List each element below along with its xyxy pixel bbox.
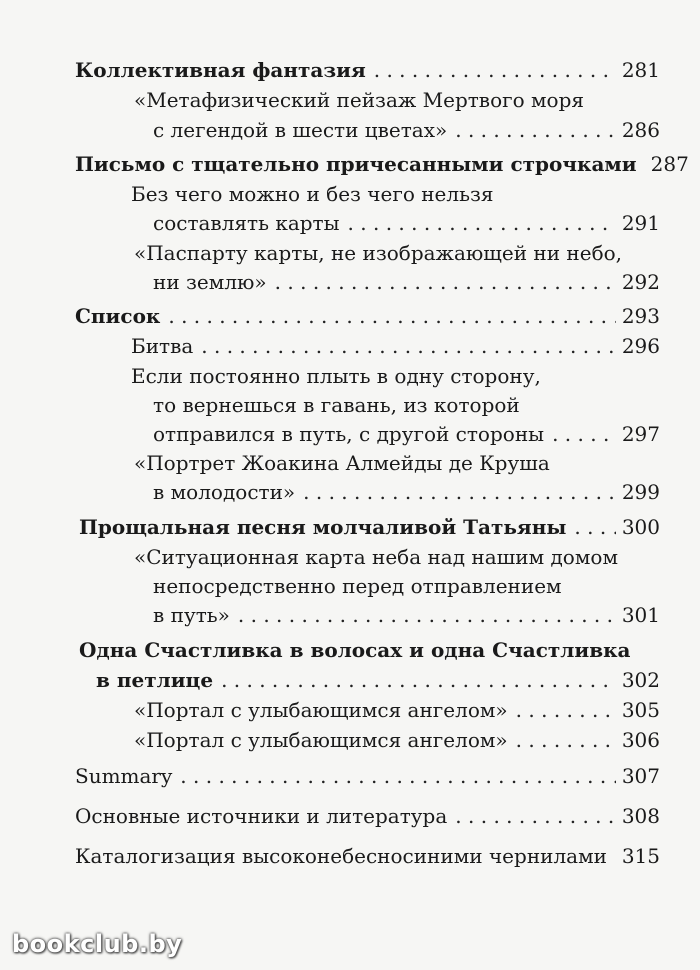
toc-page-number: 299 xyxy=(621,480,660,504)
toc-page-number: 308 xyxy=(621,804,660,828)
toc-entry-13 xyxy=(134,697,660,723)
toc-entry-title: Каталогизация высоконебесносиними чернилами xyxy=(75,844,607,868)
toc-entry-12-line1 xyxy=(79,637,660,663)
toc-page-number: 301 xyxy=(621,603,660,627)
dot-leader xyxy=(455,803,616,829)
toc-entry-11-line3 xyxy=(153,602,660,628)
toc-entry-title: Summary xyxy=(75,764,173,788)
toc-entry-8-line3 xyxy=(153,421,660,447)
toc-entry-title: «Портал с улыбающимся ангелом» xyxy=(134,698,508,722)
toc-entry-14 xyxy=(134,727,660,753)
toc-entry-3 xyxy=(75,151,689,177)
toc-entry-17 xyxy=(75,843,660,869)
toc-page-number: 307 xyxy=(621,764,660,788)
toc-page-number: 302 xyxy=(621,668,660,692)
toc-entry-title: «Метафизический пейзаж Мертвого моря xyxy=(134,88,584,112)
toc-page-number: 281 xyxy=(621,58,660,82)
toc-entry-title: ни землю» xyxy=(153,270,267,294)
dot-leader xyxy=(516,697,616,723)
toc-entry-title: «Паспарту карты, не изображающей ни небо, xyxy=(134,241,623,265)
toc-entry-title: «Ситуационная карта неба над нашим домом xyxy=(134,545,619,569)
toc-entry-4-line2 xyxy=(153,210,660,236)
dot-leader xyxy=(574,514,615,540)
dot-leader xyxy=(552,421,616,447)
dot-leader xyxy=(374,57,616,83)
toc-entry-4-line1 xyxy=(131,181,660,207)
toc-entry-11-line2 xyxy=(153,573,660,599)
toc-entry-7 xyxy=(131,333,660,359)
toc-entry-title: с легендой в шести цветах» xyxy=(153,118,448,142)
toc-page-number: 300 xyxy=(621,515,660,539)
toc-entry-title: Письмо с тщательно причесанными строчками xyxy=(75,152,637,176)
toc-entry-title: в молодости» xyxy=(153,480,296,504)
toc-entry-1 xyxy=(75,57,660,83)
toc-entry-title: Битва xyxy=(131,334,194,358)
toc-page-number: 296 xyxy=(621,334,660,358)
toc-entry-2-line1 xyxy=(134,87,660,113)
dot-leader xyxy=(303,479,616,505)
toc-page-number: 315 xyxy=(621,844,660,868)
toc-page-number: 305 xyxy=(621,698,660,722)
dot-leader xyxy=(348,210,616,236)
toc-entry-title: Прощальная песня молчаливой Татьяны xyxy=(79,515,567,539)
dot-leader xyxy=(615,843,616,869)
toc-entry-title: составлять карты xyxy=(153,211,340,235)
dot-leader xyxy=(221,667,616,693)
toc-entry-title: в петлице xyxy=(96,668,214,692)
toc-entry-15 xyxy=(75,763,660,789)
toc-entry-9-line1 xyxy=(134,450,660,476)
toc-entry-5-line2 xyxy=(153,269,660,295)
dot-leader xyxy=(168,303,615,329)
toc-page-number: 287 xyxy=(650,152,689,176)
toc-entry-9-line2 xyxy=(153,479,660,505)
toc-entry-6 xyxy=(75,303,660,329)
dot-leader xyxy=(180,763,616,789)
toc-entry-title: Одна Счастливка в волосах и одна Счастливка xyxy=(79,638,631,662)
toc-entry-title: отправился в путь, с другой стороны xyxy=(153,422,545,446)
toc-entry-title: Коллективная фантазия xyxy=(75,58,366,82)
toc-page-number: 306 xyxy=(621,728,660,752)
toc-entry-title: то вернешься в гавань, из которой xyxy=(153,393,520,417)
dot-leader xyxy=(516,727,616,753)
toc-entry-2-line2 xyxy=(153,117,660,143)
toc-entry-16 xyxy=(75,803,660,829)
toc-page-number: 291 xyxy=(621,211,660,235)
toc-entry-title: Без чего можно и без чего нельзя xyxy=(131,182,494,206)
dot-leader xyxy=(455,117,616,143)
toc-entry-title: непосредственно перед отправлением xyxy=(153,574,562,598)
toc-entry-11-line1 xyxy=(134,544,660,570)
toc-entry-8-line2 xyxy=(153,392,660,418)
toc-entry-8-line1 xyxy=(131,363,660,389)
toc-entry-5-line1 xyxy=(134,240,660,266)
watermark-logo: bookclub.by xyxy=(12,930,183,958)
toc-page-number: 293 xyxy=(621,304,660,328)
dot-leader xyxy=(275,269,616,295)
toc-page-number: 292 xyxy=(621,270,660,294)
toc-entry-title: «Портрет Жоакина Алмейды де Круша xyxy=(134,451,550,475)
toc-entry-title: Если постоянно плыть в одну сторону, xyxy=(131,364,541,388)
toc-entry-title: Список xyxy=(75,304,161,328)
toc-page-number: 297 xyxy=(621,422,660,446)
toc-entry-title: в путь» xyxy=(153,603,230,627)
toc-entry-title: «Портал с улыбающимся ангелом» xyxy=(134,728,508,752)
toc-entry-10 xyxy=(79,514,660,540)
toc-entry-title: Основные источники и литература xyxy=(75,804,448,828)
dot-leader xyxy=(238,602,616,628)
dot-leader xyxy=(201,333,616,359)
toc-entry-12-line2 xyxy=(96,667,660,693)
toc-page-number: 286 xyxy=(621,118,660,142)
